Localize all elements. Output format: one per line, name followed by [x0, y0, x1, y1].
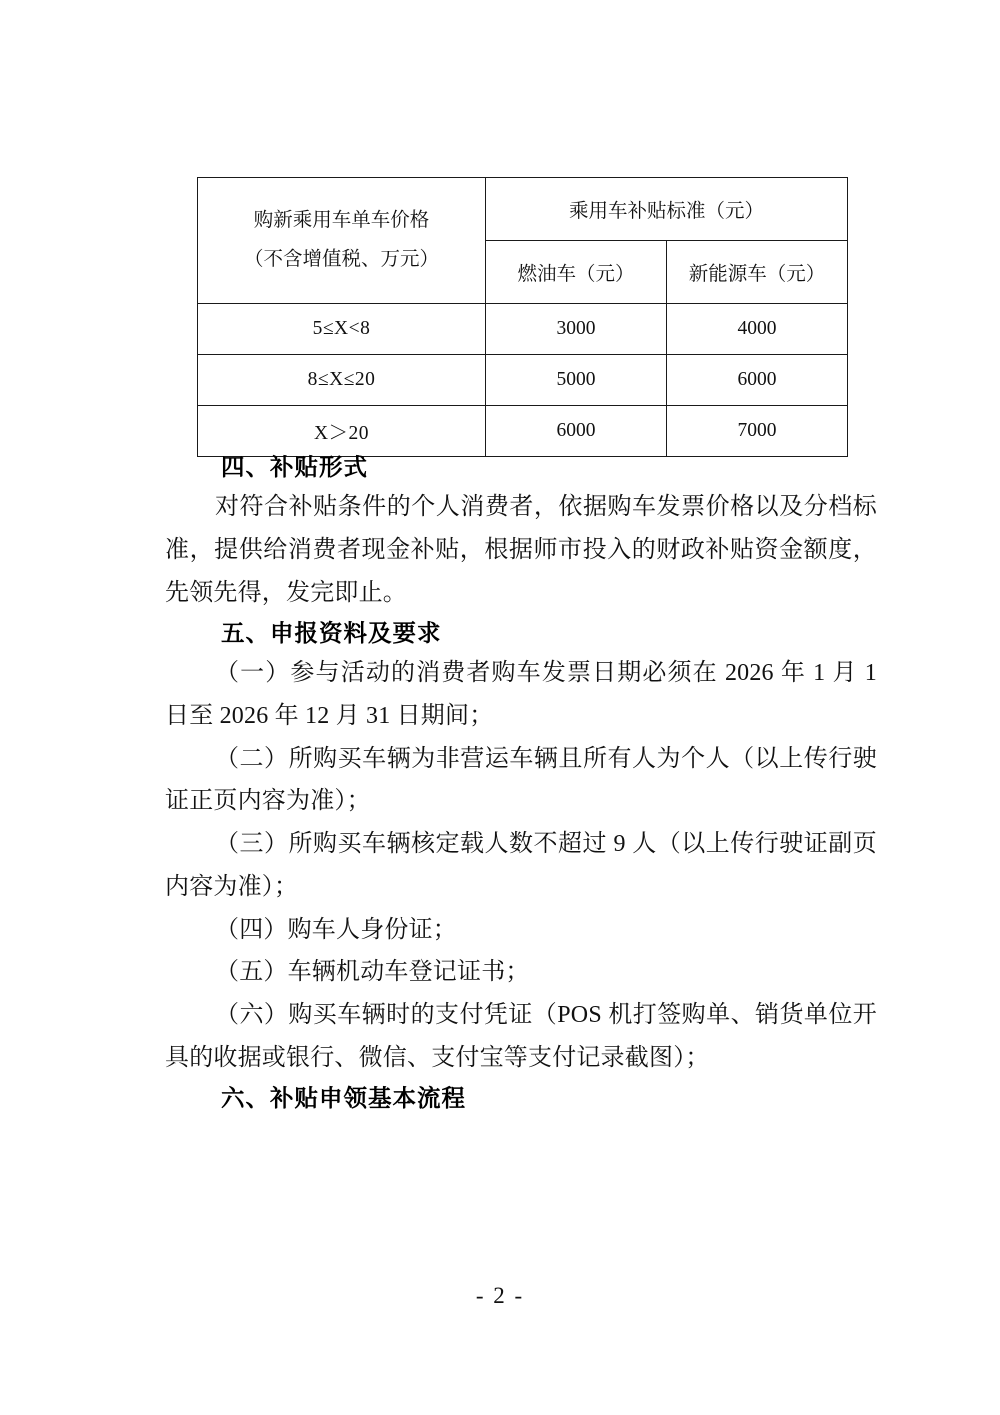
section-5-item-3: （三）所购买车辆核定载人数不超过 9 人（以上传行驶证副页内容为准）；: [165, 831, 877, 900]
section-5-item-5: （五）车辆机动车登记证书；: [215, 959, 530, 986]
cell-price-range: 8≤X≤20: [198, 355, 486, 406]
document-body: [165, 448, 877, 1118]
header-cell-subsidy-group: 乘用车补贴标准（元）: [486, 178, 848, 241]
header-cell-fuel: 燃油车（元）: [486, 241, 667, 304]
cell-price-range: X＞20: [198, 406, 486, 457]
table-header-row-1: [198, 178, 848, 241]
cell-fuel-amount: 6000: [486, 406, 667, 457]
section-5-item-1: （一）参与活动的消费者购车发票日期必须在 2026 年 1 月 1 日至 2026 年 12 月 31 日期间；: [165, 660, 877, 729]
cell-fuel-amount: 5000: [486, 355, 667, 406]
cell-nev-amount: 4000: [667, 304, 848, 355]
cell-price-range: 5≤X<8: [198, 304, 486, 355]
header-cell-nev: 新能源车（元）: [667, 241, 848, 304]
section-4-paragraph: 对符合补贴条件的个人消费者，依据购车发票价格以及分档标准，提供给消费者现金补贴，根据师市投入的财政补贴资金额度，先领先得，发完即止。: [165, 494, 877, 606]
header-price-line1: 购新乘用车单车价格: [253, 210, 430, 232]
section-heading-5: 五、申报资料及要求: [221, 619, 442, 648]
table-row: [198, 355, 848, 406]
section-5-item-6: （六）购买车辆时的支付凭证（POS 机打签购单、销货单位开具的收据或银行、微信、支付宝等支付记录截图）；: [165, 1002, 877, 1071]
subsidy-standard-table: [197, 177, 848, 457]
cell-nev-amount: 7000: [667, 406, 848, 457]
section-heading-6: 六、补贴申领基本流程: [221, 1084, 466, 1113]
page-number: - 2 -: [475, 1283, 525, 1308]
table-row: [198, 304, 848, 355]
table: [197, 177, 848, 457]
cell-fuel-amount: 3000: [486, 304, 667, 355]
cell-nev-amount: 6000: [667, 355, 848, 406]
header-cell-price: [198, 178, 486, 304]
section-5-item-4: （四）购车人身份证；: [215, 916, 457, 943]
section-5-item-2: （二）所购买车辆为非营运车辆且所有人为个人（以上传行驶证正页内容为准）；: [165, 745, 877, 815]
section-heading-4: 四、补贴形式: [221, 453, 368, 481]
header-price-line2: （不含增值税、万元）: [243, 248, 439, 270]
